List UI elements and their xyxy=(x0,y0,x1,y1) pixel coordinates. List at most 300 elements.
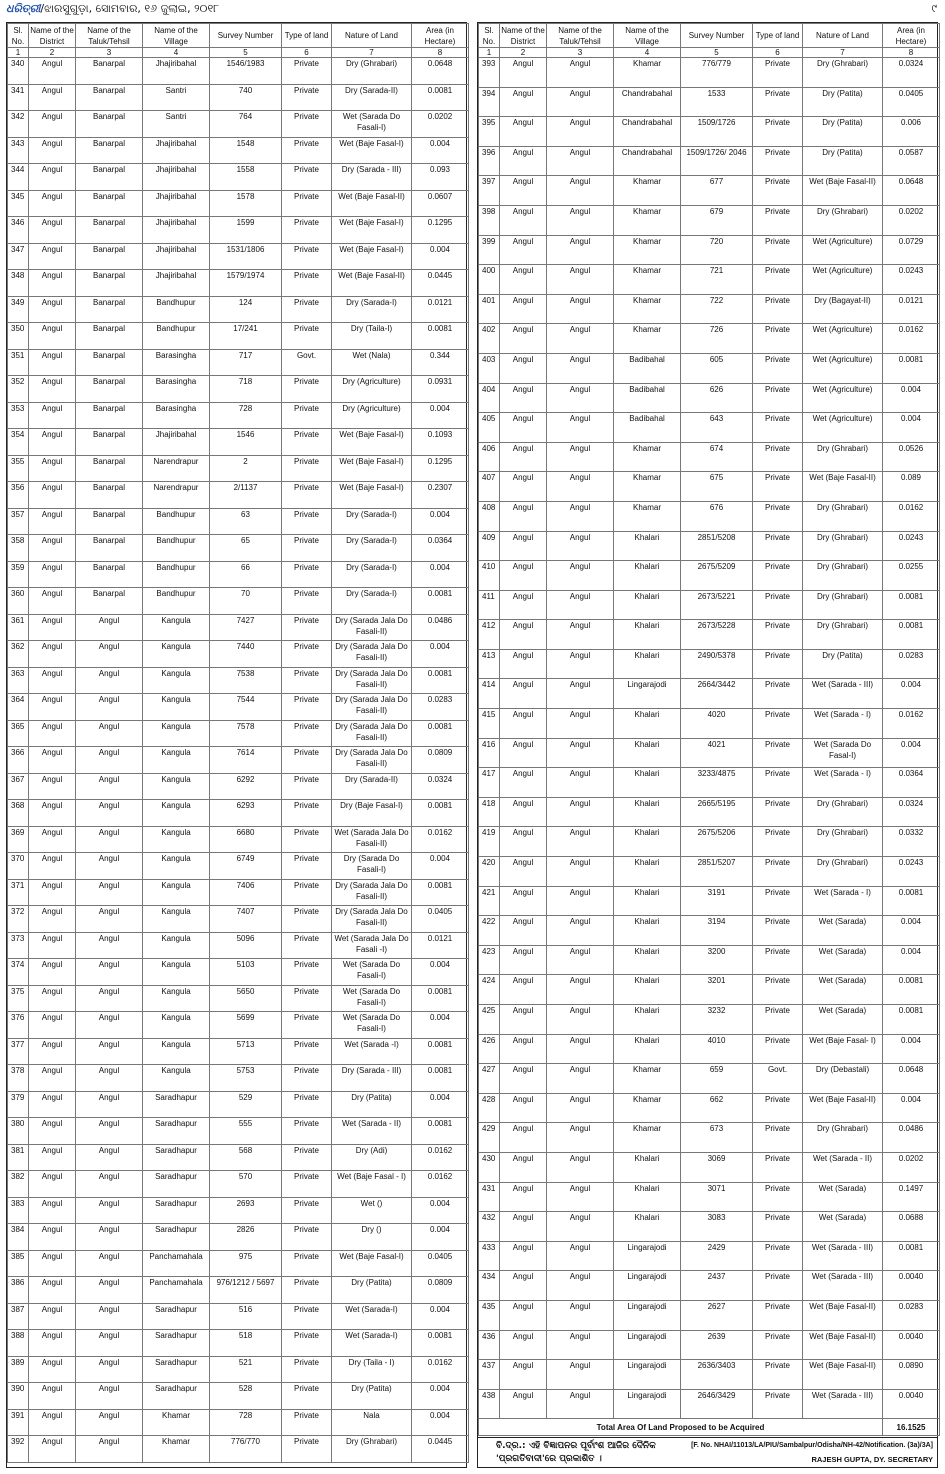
table-cell: 728 xyxy=(210,402,282,429)
table-cell: Angul xyxy=(76,959,143,986)
table-cell: 356 xyxy=(8,482,29,509)
table-cell: Angul xyxy=(547,176,614,206)
left-column xyxy=(6,22,467,1468)
table-cell: 2/1137 xyxy=(210,482,282,509)
table-cell: Wet () xyxy=(332,1197,412,1224)
table-cell: Angul xyxy=(29,1038,76,1065)
table-row xyxy=(479,738,940,768)
table-cell: 357 xyxy=(8,508,29,535)
table-cell: 0.0081 xyxy=(412,720,469,747)
table-cell: 414 xyxy=(479,679,500,709)
table-row xyxy=(8,932,469,959)
table-cell: 344 xyxy=(8,164,29,191)
table-cell: Dry (Sarada-I) xyxy=(332,508,412,535)
table-cell: 5096 xyxy=(210,932,282,959)
table-cell: 776/770 xyxy=(210,1436,282,1463)
table-cell: Private xyxy=(282,1065,332,1092)
table-cell: Lingarajodi xyxy=(614,679,681,709)
table-cell: 438 xyxy=(479,1389,500,1419)
table-cell: 0.004 xyxy=(412,641,469,668)
table-row xyxy=(479,383,940,413)
table-cell: Angul xyxy=(500,1389,547,1419)
table-cell: Dry () xyxy=(332,1224,412,1251)
table-cell: Wet (Agriculture) xyxy=(803,265,883,295)
table-cell: Wet (Baje Fasal-I) xyxy=(332,482,412,509)
table-cell: Angul xyxy=(500,87,547,117)
table-cell: 0.0809 xyxy=(412,1277,469,1304)
table-cell: Angul xyxy=(76,1171,143,1198)
table-row xyxy=(479,324,940,354)
table-cell: Wet (Sarada Do Fasali-I) xyxy=(332,985,412,1012)
table-cell: Dry (Sarada - III) xyxy=(332,164,412,191)
table-cell: Wet (Sarada Jala Do Fasali-II) xyxy=(332,826,412,853)
table-cell: 4010 xyxy=(681,1034,753,1064)
table-cell: Angul xyxy=(76,694,143,721)
table-row xyxy=(8,84,469,111)
table-cell: 0.0081 xyxy=(412,588,469,615)
table-cell: Wet (Baje Fasal-II) xyxy=(803,1093,883,1123)
table-cell: Private xyxy=(753,235,803,265)
table-cell: 6292 xyxy=(210,773,282,800)
table-cell: 0.004 xyxy=(883,413,940,443)
table-cell: 70 xyxy=(210,588,282,615)
table-cell: Santri xyxy=(143,111,210,138)
table-cell: Angul xyxy=(500,205,547,235)
table-row xyxy=(8,1303,469,1330)
table-cell: Angul xyxy=(29,243,76,270)
table-cell: Dry (Ghrabari) xyxy=(803,857,883,887)
table-cell: 345 xyxy=(8,190,29,217)
table-row xyxy=(8,217,469,244)
footer-notice xyxy=(478,1437,937,1467)
column-header: Area (in Hectare) xyxy=(412,24,469,48)
table-cell: 65 xyxy=(210,535,282,562)
table-cell: Private xyxy=(753,738,803,768)
table-cell: 0.0364 xyxy=(412,535,469,562)
table-cell: 0.0081 xyxy=(412,985,469,1012)
column-number: 7 xyxy=(332,48,412,58)
table-cell: Private xyxy=(282,190,332,217)
table-row xyxy=(479,205,940,235)
table-cell: 409 xyxy=(479,531,500,561)
table-cell: Private xyxy=(282,879,332,906)
table-cell: Angul xyxy=(500,442,547,472)
column-header: Name of the Village xyxy=(143,24,210,48)
table-cell: 7407 xyxy=(210,906,282,933)
table-cell: 2665/5195 xyxy=(681,797,753,827)
table-cell: Angul xyxy=(29,111,76,138)
table-cell: Govt. xyxy=(753,1064,803,1094)
table-cell: Khalari xyxy=(614,1212,681,1242)
column-number: 5 xyxy=(210,48,282,58)
table-cell: 374 xyxy=(8,959,29,986)
table-row xyxy=(479,857,940,887)
table-cell: 1533 xyxy=(681,87,753,117)
table-cell: Private xyxy=(282,1118,332,1145)
table-row xyxy=(479,1271,940,1301)
table-cell: Private xyxy=(282,482,332,509)
table-cell: 776/779 xyxy=(681,58,753,88)
table-cell: Govt. xyxy=(282,349,332,376)
table-cell: 2490/5378 xyxy=(681,649,753,679)
table-cell: Angul xyxy=(500,1300,547,1330)
table-cell: Dry (Agriculture) xyxy=(332,402,412,429)
table-cell: Dry (Sarada Jala Do Fasali-II) xyxy=(332,614,412,641)
table-cell: 360 xyxy=(8,588,29,615)
footer-note: ବି.ଦ୍ର.: ଏହି ବିଜ୍ଞାପନର ପୂର୍ବାଂଶ ଆଜିର ଦୈନିକ 'ପ୍ରଗତିବାଦୀ'ରେ ପ୍ରକାଶିତ । xyxy=(496,1441,656,1464)
table-cell: 2851/5207 xyxy=(681,857,753,887)
table-cell: 7406 xyxy=(210,879,282,906)
table-cell: Angul xyxy=(76,1383,143,1410)
table-cell: 1548 xyxy=(210,137,282,164)
table-cell: Wet (Baje Fasal-I) xyxy=(332,429,412,456)
table-cell: Private xyxy=(282,1409,332,1436)
column-number: 1 xyxy=(8,48,29,58)
table-row xyxy=(8,270,469,297)
table-cell: Dry (Sarada - III) xyxy=(332,1065,412,1092)
table-cell: 0.0040 xyxy=(883,1271,940,1301)
table-cell: Panchamahala xyxy=(143,1277,210,1304)
table-cell: 410 xyxy=(479,561,500,591)
table-row xyxy=(8,667,469,694)
table-cell: Khalari xyxy=(614,1152,681,1182)
table-cell: 348 xyxy=(8,270,29,297)
table-cell: Wet (Baje Fasal - I) xyxy=(332,1171,412,1198)
table-cell: 0.0162 xyxy=(883,324,940,354)
table-row xyxy=(479,1123,940,1153)
table-cell: 7544 xyxy=(210,694,282,721)
table-row xyxy=(479,531,940,561)
table-row xyxy=(479,1330,940,1360)
table-cell: Angul xyxy=(29,190,76,217)
table-cell: Angul xyxy=(76,1436,143,1463)
table-cell: Private xyxy=(282,1356,332,1383)
table-cell: Angul xyxy=(29,58,76,85)
table-cell: Angul xyxy=(547,472,614,502)
table-cell: Khamar xyxy=(614,442,681,472)
table-cell: 401 xyxy=(479,294,500,324)
table-row xyxy=(8,137,469,164)
table-cell: Private xyxy=(753,383,803,413)
table-cell: Angul xyxy=(500,561,547,591)
table-cell: 379 xyxy=(8,1091,29,1118)
table-cell: 0.004 xyxy=(883,1034,940,1064)
table-cell: 416 xyxy=(479,738,500,768)
table-cell: 380 xyxy=(8,1118,29,1145)
table-cell: Khalari xyxy=(614,797,681,827)
table-cell: Wet (Agriculture) xyxy=(803,383,883,413)
table-row xyxy=(479,1389,940,1419)
table-row xyxy=(8,1118,469,1145)
table-row xyxy=(479,1064,940,1094)
table-cell: 7578 xyxy=(210,720,282,747)
table-cell: 721 xyxy=(681,265,753,295)
table-cell: 1599 xyxy=(210,217,282,244)
table-cell: Angul xyxy=(547,1360,614,1390)
table-row xyxy=(479,797,940,827)
table-cell: Private xyxy=(753,1123,803,1153)
table-cell: 395 xyxy=(479,117,500,147)
table-cell: 570 xyxy=(210,1171,282,1198)
table-cell: Dry (Patita) xyxy=(332,1383,412,1410)
table-cell: Angul xyxy=(500,294,547,324)
table-cell: Dry (Patita) xyxy=(803,649,883,679)
table-cell: Angul xyxy=(29,376,76,403)
table-cell: 381 xyxy=(8,1144,29,1171)
table-cell: Banarpal xyxy=(76,190,143,217)
table-cell: Angul xyxy=(76,773,143,800)
table-cell: Kangula xyxy=(143,1012,210,1039)
table-cell: Khalari xyxy=(614,886,681,916)
table-cell: 353 xyxy=(8,402,29,429)
table-cell: Private xyxy=(282,588,332,615)
table-cell: 0.0283 xyxy=(412,694,469,721)
table-cell: Angul xyxy=(29,906,76,933)
table-cell: Chandrabahal xyxy=(614,146,681,176)
column-header: Type of land xyxy=(753,24,803,48)
table-cell: 424 xyxy=(479,975,500,1005)
table-cell: 412 xyxy=(479,620,500,650)
table-cell: 0.0081 xyxy=(883,1241,940,1271)
table-cell: Private xyxy=(753,561,803,591)
table-cell: Wet (Sarada) xyxy=(803,916,883,946)
table-cell: Dry (Patita) xyxy=(803,146,883,176)
table-cell: Private xyxy=(282,1197,332,1224)
table-cell: Bandhupur xyxy=(143,323,210,350)
table-cell: Angul xyxy=(547,1241,614,1271)
table-cell: Wet (Baje Fasal-II) xyxy=(332,190,412,217)
table-cell: Angul xyxy=(29,296,76,323)
table-cell: 5650 xyxy=(210,985,282,1012)
table-cell: 63 xyxy=(210,508,282,535)
table-cell: 521 xyxy=(210,1356,282,1383)
table-cell: Kangula xyxy=(143,1065,210,1092)
table-row xyxy=(8,1436,469,1463)
table-cell: 2636/3403 xyxy=(681,1360,753,1390)
table-cell: 408 xyxy=(479,501,500,531)
table-cell: 415 xyxy=(479,709,500,739)
table-row xyxy=(479,916,940,946)
table-cell: Saradhapur xyxy=(143,1171,210,1198)
table-cell: Angul xyxy=(76,1356,143,1383)
table-row xyxy=(8,164,469,191)
table-cell: Banarpal xyxy=(76,323,143,350)
table-cell: 0.0364 xyxy=(883,768,940,798)
table-cell: 0.004 xyxy=(412,561,469,588)
table-cell: Dry (Agriculture) xyxy=(332,376,412,403)
table-cell: Private xyxy=(282,826,332,853)
table-cell: Private xyxy=(753,945,803,975)
table-cell: 718 xyxy=(210,376,282,403)
table-cell: 358 xyxy=(8,535,29,562)
table-cell: 0.0162 xyxy=(412,1171,469,1198)
table-row xyxy=(479,413,940,443)
table-cell: 0.0405 xyxy=(412,906,469,933)
table-cell: Angul xyxy=(500,501,547,531)
table-cell: 2675/5209 xyxy=(681,561,753,591)
table-cell: Dry (Ghrabari) xyxy=(803,531,883,561)
table-cell: 0.0081 xyxy=(883,590,940,620)
table-cell: 0.2307 xyxy=(412,482,469,509)
table-cell: Angul xyxy=(500,886,547,916)
table-cell: Angul xyxy=(547,827,614,857)
table-cell: 5713 xyxy=(210,1038,282,1065)
table-cell: Angul xyxy=(29,1277,76,1304)
table-row xyxy=(479,1212,940,1242)
table-cell: Private xyxy=(753,1330,803,1360)
table-cell: Private xyxy=(753,797,803,827)
table-cell: 382 xyxy=(8,1171,29,1198)
table-row xyxy=(8,879,469,906)
table-cell: Private xyxy=(282,1383,332,1410)
table-cell: Wet (Agriculture) xyxy=(803,324,883,354)
table-cell: Dry (Ghrabari) xyxy=(803,561,883,591)
column-header: Name of the Taluk/Tehsil xyxy=(547,24,614,48)
table-row xyxy=(479,561,940,591)
table-row xyxy=(479,679,940,709)
table-cell: Private xyxy=(753,1241,803,1271)
total-label: Total Area Of Land Proposed to be Acquired xyxy=(479,1419,883,1436)
right-column xyxy=(477,22,938,1468)
table-cell: 2664/3442 xyxy=(681,679,753,709)
table-row xyxy=(8,641,469,668)
table-cell: Angul xyxy=(500,1182,547,1212)
table-cell: 392 xyxy=(8,1436,29,1463)
table-cell: 0.0081 xyxy=(412,800,469,827)
table-cell: Angul xyxy=(500,1360,547,1390)
table-cell: Dry (Sarada Jala Do Fasali-II) xyxy=(332,747,412,774)
land-table-right xyxy=(478,23,940,1436)
left-rows xyxy=(8,58,469,1463)
table-cell: Khamar xyxy=(614,1064,681,1094)
table-cell: 673 xyxy=(681,1123,753,1153)
table-cell: 0.004 xyxy=(412,1012,469,1039)
table-cell: Wet (Agriculture) xyxy=(803,413,883,443)
table-cell: Khalari xyxy=(614,975,681,1005)
table-cell: Dry (Ghrabari) xyxy=(332,58,412,85)
table-cell: Saradhapur xyxy=(143,1303,210,1330)
table-cell: 0.0081 xyxy=(412,84,469,111)
table-cell: 411 xyxy=(479,590,500,620)
table-cell: Khalari xyxy=(614,531,681,561)
table-cell: Private xyxy=(282,747,332,774)
table-cell: 0.004 xyxy=(412,1409,469,1436)
table-cell: Dry (Sarada Do Fasali-I) xyxy=(332,853,412,880)
table-cell: 643 xyxy=(681,413,753,443)
table-cell: 0.0081 xyxy=(412,1038,469,1065)
table-cell: Barasingha xyxy=(143,402,210,429)
table-cell: Angul xyxy=(547,58,614,88)
table-cell: Barasingha xyxy=(143,349,210,376)
table-cell: Wet (Sarada Do Fasali-I) xyxy=(332,959,412,986)
table-cell: Angul xyxy=(76,879,143,906)
table-cell: 0.004 xyxy=(412,1224,469,1251)
table-cell: 363 xyxy=(8,667,29,694)
table-cell: Angul xyxy=(76,1144,143,1171)
table-cell: Banarpal xyxy=(76,402,143,429)
table-cell: 726 xyxy=(681,324,753,354)
table-cell: 0.0405 xyxy=(883,87,940,117)
table-cell: 383 xyxy=(8,1197,29,1224)
table-cell: Angul xyxy=(500,265,547,295)
table-cell: Angul xyxy=(547,324,614,354)
table-cell: Angul xyxy=(29,561,76,588)
table-cell: Dry (Sarada Jala Do Fasali-II) xyxy=(332,694,412,721)
table-cell: 342 xyxy=(8,111,29,138)
table-cell: Private xyxy=(753,975,803,1005)
table-cell: Angul xyxy=(547,768,614,798)
table-cell: Private xyxy=(753,1152,803,1182)
table-row xyxy=(8,429,469,456)
table-cell: 364 xyxy=(8,694,29,721)
table-row xyxy=(8,296,469,323)
table-cell: Bandhupur xyxy=(143,535,210,562)
table-cell: Angul xyxy=(29,959,76,986)
table-cell: Dry (Taila - I) xyxy=(332,1356,412,1383)
table-cell: Private xyxy=(753,353,803,383)
table-cell: Private xyxy=(753,146,803,176)
table-row xyxy=(8,959,469,986)
table-cell: Angul xyxy=(547,975,614,1005)
notification-reference: [F. No. NHAI/11013/LA/PIU/Sambalpur/Odisha/NH-42/Notification. (3a)/3A] xyxy=(691,1442,933,1449)
table-cell: 7427 xyxy=(210,614,282,641)
table-cell: 0.1093 xyxy=(412,429,469,456)
table-cell: Wet (Baje Fasal-I) xyxy=(332,243,412,270)
table-cell: 5753 xyxy=(210,1065,282,1092)
table-cell: Angul xyxy=(29,879,76,906)
table-cell: Angul xyxy=(76,1065,143,1092)
table-cell: Angul xyxy=(29,164,76,191)
table-cell: Private xyxy=(282,137,332,164)
table-cell: 0.0081 xyxy=(412,1330,469,1357)
table-cell: 518 xyxy=(210,1330,282,1357)
table-cell: 386 xyxy=(8,1277,29,1304)
table-cell: 0.0081 xyxy=(412,667,469,694)
table-cell: Wet (Baje Fasal-I) xyxy=(332,137,412,164)
table-cell: Private xyxy=(282,1091,332,1118)
table-row xyxy=(8,1197,469,1224)
table-cell: 359 xyxy=(8,561,29,588)
table-cell: Dry (Sarada Jala Do Fasali-II) xyxy=(332,906,412,933)
table-cell: Angul xyxy=(500,945,547,975)
table-cell: 0.0587 xyxy=(883,146,940,176)
table-cell: Angul xyxy=(29,826,76,853)
table-cell: 1509/1726 xyxy=(681,117,753,147)
column-header: Survey Number xyxy=(681,24,753,48)
table-row xyxy=(479,442,940,472)
table-row xyxy=(8,588,469,615)
table-cell: 7538 xyxy=(210,667,282,694)
table-cell: Private xyxy=(282,58,332,85)
table-cell: Private xyxy=(753,117,803,147)
table-cell: Bandhupur xyxy=(143,588,210,615)
table-cell: Dry (Sarada Jala Do Fasali-II) xyxy=(332,667,412,694)
right-rows xyxy=(479,58,940,1419)
table-cell: 740 xyxy=(210,84,282,111)
table-cell: Angul xyxy=(500,1241,547,1271)
table-cell: Dry (Ghrabari) xyxy=(803,58,883,88)
table-cell: 674 xyxy=(681,442,753,472)
table-cell: Khalari xyxy=(614,1182,681,1212)
table-cell: Private xyxy=(753,1182,803,1212)
table-cell: Banarpal xyxy=(76,84,143,111)
header-number-row xyxy=(479,48,940,58)
table-row xyxy=(479,87,940,117)
table-cell: 0.004 xyxy=(883,945,940,975)
column-header: Name of the Village xyxy=(614,24,681,48)
table-cell: Wet (Sarada - I) xyxy=(803,768,883,798)
table-cell: Dry (Patita) xyxy=(332,1277,412,1304)
